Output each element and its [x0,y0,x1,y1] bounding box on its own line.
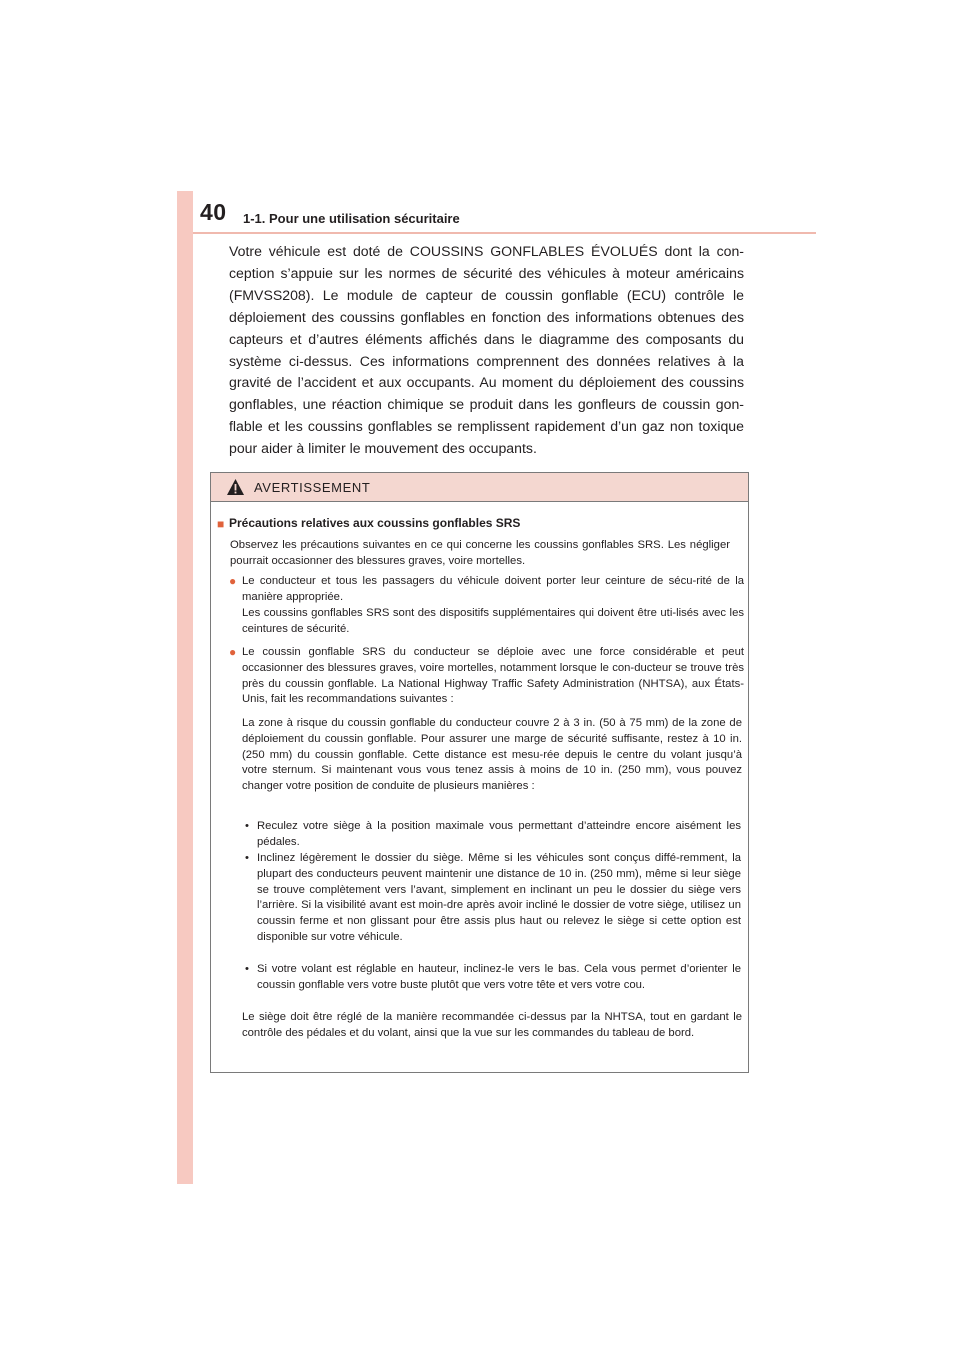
warning-triangle-icon [226,478,245,496]
bullet-1-line-b: Les coussins gonflables SRS sont des dispositifs supplémentaires qui doivent être uti-lisés avec les ceintures de sécurité. [242,607,744,635]
sub-bullet-marker: • [245,852,249,864]
warning-heading: Précautions relatives aux coussins gonflables SRS [229,516,521,530]
bullet-2: Le coussin gonflable SRS du conducteur se déploie avec une force considérable et peut occasionner des blessures graves, voire mortelles, notamment lorsque le con-ducteur se trouve très près du coussin gonflable. La National Highway Traffic Safety Administration (NHTSA), aux États-Unis, fait les recommandations suivantes : [242,646,744,706]
warning-body [211,502,748,1072]
warning-box [210,472,749,1073]
square-marker: ■ [217,517,225,531]
header-rule [193,232,816,234]
sub-bullet-1: Reculez votre siège à la position maximale vous permettant d’atteindre encore aisément les pédales. [257,820,741,848]
bullet-marker: ● [229,645,237,659]
sub-bullet-3: Si votre volant est réglable en hauteur, inclinez-le vers le bas. Cela vous permet d’orienter le coussin gonflable vers votre buste plutôt que vers votre tête et vers votre cou. [257,963,741,991]
sub-bullet-marker: • [245,820,249,832]
intro-paragraph: Votre véhicule est doté de COUSSINS GONFLABLES ÉVOLUÉS dont la con-ception s’appuie sur les normes de sécurité des véhicules à moteur américains (FMVSS208). Le module de capteur de coussin gonflable (ECU) contrôle le déploiement des coussins gonflables en fonction des informations obtenues des capteurs et d’autres éléments affichés dans le diagramme des composants du système ci-dessus. Ces informations comprennent des données relatives à la gravité de l’accident et aux occupants. Au moment du déploiement des coussins gonflables, une réaction chimique se produit dans les gonfleurs de coussin gon-flable et les coussins gonflables se remplissent rapidement d’un gaz non toxique pour aider à limiter le mouvement des occupants. [229,243,744,457]
sub-bullet-2: Inclinez légèrement le dossier du siège. Même si les véhicules sont conçus diffé-remment, la plupart des conducteurs peuvent maintenir une distance de 10 in. (250 mm), même si leur siège se trouve complètement vers l’avant, simplement en inclinant un peu le dossier du siège vers l’arrière. Si la visibilité avant est moin-dre après avoir incliné le dossier de votre siège, utilisez un coussin ferme et non glissant pour être assis plus haut ou relevez le siège si cette option est disponible sur votre véhicule. [257,852,741,943]
closing-paragraph: Le siège doit être réglé de la manière recommandée ci-dessus par la NHTSA, tout en gardant le contrôle des pédales et du volant, ainsi que la vue sur les commandes du tableau de bord. [242,1011,742,1039]
side-color-band [177,191,193,1184]
sub-bullet-marker: • [245,963,249,975]
page-number: 40 [200,199,227,225]
section-title: 1-1. Pour une utilisation sécuritaire [243,211,460,226]
warning-intro: Observez les précautions suivantes en ce qui concerne les coussins gonflables SRS. Les négliger pourrait occasionner des blessures graves, voire mortelles. [230,539,730,567]
risk-zone-paragraph: La zone à risque du coussin gonflable du conducteur couvre 2 à 3 in. (50 à 75 mm) de la zone de déploiement du coussin gonflable. Pour assurer une marge de sécurité suffisante, restez à 10 in. (250 mm) du coussin gonflable. Cette distance est mesu-rée depuis le centre du volant jusqu’à votre sternum. Si maintenant vous vous tenez assis à moins de 10 in. (250 mm), vous pouvez changer votre position de conduite de plusieurs manières : [242,717,742,793]
bullet-1-line-a: Le conducteur et tous les passagers du véhicule doivent porter leur ceinture de sécu-rité de la manière appropriée. [242,575,744,603]
warning-header [211,473,748,502]
warning-label: AVERTISSEMENT [254,479,371,495]
bullet-marker: ● [229,574,237,588]
